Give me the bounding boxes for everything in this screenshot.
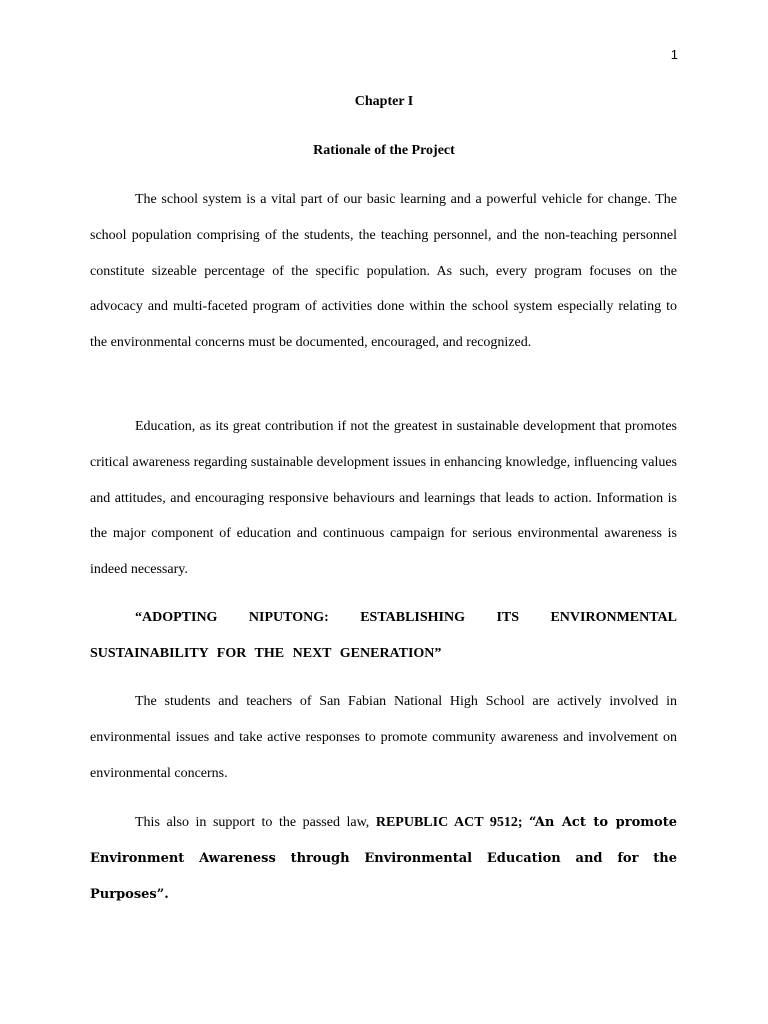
republic-act-intro: This also in support to the passed law, [135,815,376,830]
project-title: “ADOPTING NIPUTONG: ESTABLISHING ITS ENVIRONMENTAL SUSTAINABILITY FOR THE NEXT GENERATION” [90,610,677,661]
paragraph-students-teachers: The students and teachers of San Fabian National High School are actively involved in environmental issues and take active responses to promote community awareness and involvement on environmental concerns. [90,694,677,781]
page-number: 1 [670,47,678,62]
section-title: Rationale of the Project [313,143,455,158]
republic-act-number: REPUBLIC ACT 9512; [375,815,530,830]
paragraph-education: Education, as its great contribution if not the greatest in sustainable development that promotes critical awareness regarding sustainable development issues in enhancing knowledge, influencing values and attitudes, and encouraging responsive behaviours and learnings that leads to action. Information is the major component of education and continuous campaign for serious environmental awareness is indeed necessary. [90,419,677,578]
paragraph-school-system: The school system is a vital part of our basic learning and a powerful vehicle for change. The school population comprising of the students, the teaching personnel, and the non-teaching personnel constitute sizeable percentage of the specific population. As such, every program focuses on the advocacy and multi-faceted program of activities done within the school system especially relating to the environmental concerns must be documented, encouraged, and recognized. [90,192,677,351]
chapter-heading: Chapter I [354,94,414,109]
republic-act-title: “An Act to promote Environment Awareness through Environmental Education and for the Purposes”. [90,815,677,902]
paragraph-republic-act [90,805,677,913]
